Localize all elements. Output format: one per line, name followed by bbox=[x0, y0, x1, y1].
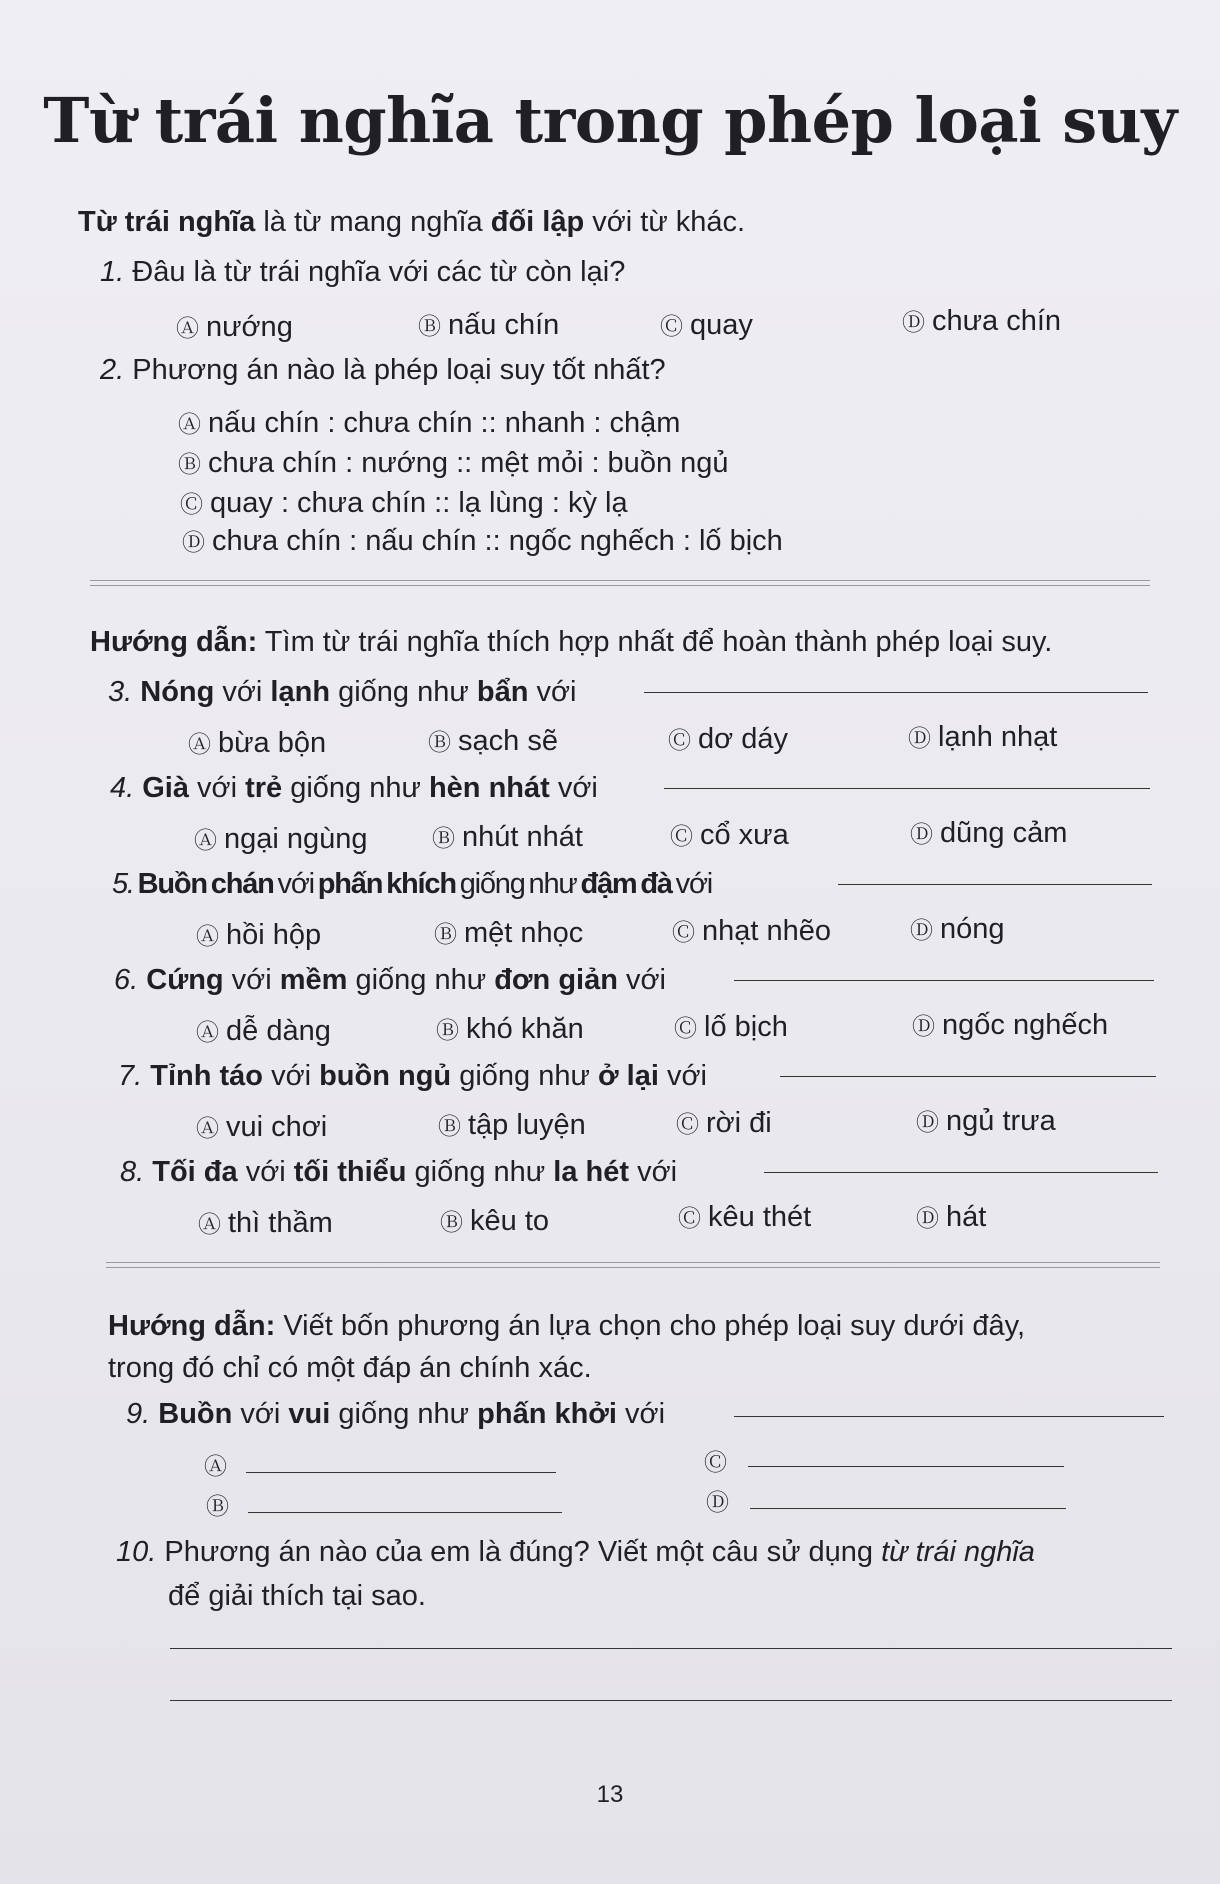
option-7d[interactable] bbox=[916, 1104, 1056, 1138]
analogy-word-3: phấn khởi bbox=[477, 1398, 617, 1430]
answer-blank-5[interactable] bbox=[838, 884, 1152, 885]
option-8b[interactable] bbox=[440, 1204, 549, 1238]
option-8a[interactable] bbox=[198, 1206, 333, 1240]
option-letter: Ⓓ bbox=[902, 309, 925, 335]
connector: với bbox=[617, 1398, 666, 1430]
option-text: lạnh nhạt bbox=[938, 721, 1058, 753]
option-text: ngại ngùng bbox=[224, 823, 368, 855]
connector: với bbox=[617, 964, 666, 996]
option-text: kêu to bbox=[470, 1205, 549, 1237]
option-text: dơ dáy bbox=[698, 723, 788, 755]
option-letter: Ⓑ bbox=[438, 1113, 461, 1139]
option-text: dễ dàng bbox=[226, 1015, 331, 1047]
option-1a[interactable] bbox=[176, 310, 293, 344]
option-letter: Ⓒ bbox=[180, 491, 203, 517]
connector: với bbox=[671, 868, 713, 900]
option-3c[interactable] bbox=[668, 722, 788, 756]
question-10-line-2: để giải thích tại sao. bbox=[168, 1580, 426, 1612]
option-text: thì thầm bbox=[228, 1207, 333, 1239]
option-1c[interactable] bbox=[660, 308, 753, 342]
option-4b[interactable] bbox=[432, 820, 583, 854]
option-letter: Ⓑ bbox=[418, 313, 441, 339]
option-text: ngốc nghếch bbox=[942, 1009, 1109, 1041]
option-letter: Ⓐ bbox=[196, 1115, 219, 1141]
option-letter: Ⓐ bbox=[176, 315, 199, 341]
option-letter: Ⓓ bbox=[912, 1013, 935, 1039]
option-letter: Ⓑ bbox=[432, 825, 455, 851]
connector: với bbox=[189, 772, 246, 804]
intro-term: Từ trái nghĩa bbox=[78, 206, 256, 238]
option-2b[interactable] bbox=[178, 446, 729, 480]
option-letter: Ⓓ bbox=[706, 1489, 729, 1515]
option-letter: Ⓑ bbox=[434, 921, 457, 947]
question-number: 3. bbox=[108, 676, 133, 708]
question-3 bbox=[108, 676, 576, 709]
option-text: kêu thét bbox=[708, 1201, 812, 1233]
question-text: Phương án nào là phép loại suy tốt nhất? bbox=[132, 354, 666, 386]
option-7c[interactable] bbox=[676, 1106, 772, 1140]
question-number: 4. bbox=[110, 772, 135, 804]
option-letter: Ⓒ bbox=[668, 727, 691, 753]
analogy-word-2: trẻ bbox=[245, 772, 283, 804]
page-title: Từ trái nghĩa trong phép loại suy bbox=[43, 84, 1177, 157]
analogy-word-1: Nóng bbox=[140, 676, 215, 708]
write-option-d bbox=[706, 1484, 736, 1518]
option-text: quay : chưa chín :: lạ lùng : kỳ lạ bbox=[210, 487, 628, 519]
answer-line-2[interactable] bbox=[170, 1700, 1172, 1701]
option-letter: Ⓑ bbox=[428, 729, 451, 755]
section-divider bbox=[106, 1262, 1160, 1268]
connector: giống như bbox=[347, 964, 495, 996]
question-text: Phương án nào của em là đúng? Viết một câu sử dụng bbox=[164, 1536, 882, 1568]
option-3a[interactable] bbox=[188, 726, 326, 760]
option-letter: Ⓓ bbox=[910, 821, 933, 847]
option-6c[interactable] bbox=[674, 1010, 788, 1044]
option-text: nấu chín : chưa chín :: nhanh : chậm bbox=[208, 407, 681, 439]
section-divider bbox=[90, 580, 1150, 586]
instructions-text: Viết bốn phương án lựa chọn cho phép loại suy dưới đây, bbox=[275, 1310, 1026, 1342]
option-text: nhút nhát bbox=[462, 821, 583, 853]
option-6a[interactable] bbox=[196, 1014, 331, 1048]
option-7a[interactable] bbox=[196, 1110, 327, 1144]
question-number: 5. bbox=[112, 868, 134, 900]
option-2a[interactable] bbox=[178, 406, 680, 440]
question-number: 2. bbox=[100, 354, 125, 386]
write-option-a bbox=[204, 1448, 234, 1482]
page-number: 13 bbox=[596, 1781, 624, 1808]
write-option-d-blank[interactable] bbox=[750, 1508, 1066, 1509]
option-letter: Ⓒ bbox=[704, 1449, 727, 1475]
instructions-label: Hướng dẫn: bbox=[108, 1310, 276, 1342]
analogy-word-2: buồn ngủ bbox=[319, 1060, 452, 1092]
analogy-word-1: Buồn bbox=[158, 1398, 233, 1430]
option-text: chưa chín : nướng :: mệt mỏi : buồn ngủ bbox=[208, 447, 729, 479]
option-letter: Ⓒ bbox=[660, 313, 683, 339]
option-3d[interactable] bbox=[908, 720, 1057, 754]
option-5b[interactable] bbox=[434, 916, 583, 950]
option-letter: Ⓒ bbox=[674, 1015, 697, 1041]
option-letter: Ⓑ bbox=[440, 1209, 463, 1235]
option-letter: Ⓓ bbox=[916, 1205, 939, 1231]
option-letter: Ⓓ bbox=[908, 725, 931, 751]
analogy-word-3: ở lại bbox=[597, 1060, 659, 1092]
connector: với bbox=[263, 1060, 320, 1092]
intro-definition bbox=[78, 206, 745, 239]
write-option-c bbox=[704, 1444, 734, 1478]
analogy-word-2: lạnh bbox=[270, 676, 331, 708]
option-letter: Ⓓ bbox=[910, 917, 933, 943]
section-2-instructions bbox=[90, 626, 1052, 659]
question-4 bbox=[110, 772, 598, 805]
question-emphasis: từ trái nghĩa bbox=[881, 1536, 1035, 1568]
option-letter: Ⓐ bbox=[188, 731, 211, 757]
analogy-word-1: Tỉnh táo bbox=[150, 1060, 264, 1092]
connector: với bbox=[549, 772, 598, 804]
analogy-word-3: bẩn bbox=[476, 676, 529, 708]
option-2c[interactable] bbox=[180, 486, 628, 520]
option-letter: Ⓒ bbox=[670, 823, 693, 849]
answer-blank-8[interactable] bbox=[764, 1172, 1158, 1173]
option-4a[interactable] bbox=[194, 822, 368, 856]
analogy-word-2: mềm bbox=[279, 964, 348, 996]
option-4d[interactable] bbox=[910, 816, 1067, 850]
option-5c[interactable] bbox=[672, 914, 831, 948]
connector: với bbox=[232, 1398, 289, 1430]
analogy-word-1: Già bbox=[142, 772, 189, 804]
connector: với bbox=[223, 964, 280, 996]
option-letter: Ⓑ bbox=[178, 451, 201, 477]
analogy-word-1: Buồn chán bbox=[137, 868, 274, 900]
question-1 bbox=[100, 256, 625, 289]
option-text: khó khăn bbox=[466, 1013, 584, 1045]
analogy-word-1: Tối đa bbox=[152, 1156, 238, 1188]
question-10 bbox=[116, 1536, 1035, 1569]
question-2 bbox=[100, 354, 666, 387]
analogy-word-3: hèn nhát bbox=[428, 772, 550, 804]
option-1d[interactable] bbox=[902, 304, 1061, 338]
option-7b[interactable] bbox=[438, 1108, 586, 1142]
question-5 bbox=[112, 868, 712, 901]
option-letter: Ⓑ bbox=[436, 1017, 459, 1043]
write-option-b-blank[interactable] bbox=[248, 1512, 562, 1513]
option-4c[interactable] bbox=[670, 818, 789, 852]
question-number: 9. bbox=[126, 1398, 151, 1430]
option-text: cổ xưa bbox=[700, 819, 789, 851]
connector: với bbox=[629, 1156, 678, 1188]
intro-text-2: với từ khác. bbox=[584, 206, 746, 238]
option-letter: Ⓑ bbox=[206, 1493, 229, 1519]
option-letter: Ⓒ bbox=[672, 919, 695, 945]
option-letter: Ⓒ bbox=[678, 1205, 701, 1231]
option-text: tập luyện bbox=[468, 1109, 586, 1141]
question-number: 7. bbox=[118, 1060, 143, 1092]
question-number: 10. bbox=[116, 1536, 157, 1568]
intro-bold: đối lập bbox=[490, 206, 585, 238]
option-8c[interactable] bbox=[678, 1200, 811, 1234]
connector: giống như bbox=[330, 1398, 478, 1430]
connector: giống như bbox=[282, 772, 429, 804]
option-text: hát bbox=[946, 1201, 987, 1233]
option-text: hồi hộp bbox=[226, 919, 322, 951]
connector: với bbox=[273, 868, 318, 900]
option-text: lố bịch bbox=[704, 1011, 788, 1043]
intro-text-1: là từ mang nghĩa bbox=[255, 206, 491, 238]
write-option-c-blank[interactable] bbox=[748, 1466, 1064, 1467]
answer-line-1[interactable] bbox=[170, 1648, 1172, 1649]
connector: giống như bbox=[455, 868, 581, 900]
section-3-instructions bbox=[108, 1310, 1025, 1343]
question-8 bbox=[120, 1156, 677, 1189]
option-text: quay bbox=[690, 309, 753, 341]
option-text: nhạt nhẽo bbox=[702, 915, 832, 947]
question-number: 8. bbox=[120, 1156, 145, 1188]
connector: với bbox=[237, 1156, 294, 1188]
question-text: Đâu là từ trái nghĩa với các từ còn lại? bbox=[132, 256, 626, 288]
analogy-word-3: đơn giản bbox=[494, 964, 618, 996]
analogy-word-2: vui bbox=[288, 1398, 331, 1430]
option-2d[interactable] bbox=[182, 524, 783, 558]
connector: giống như bbox=[330, 676, 477, 708]
option-letter: Ⓐ bbox=[204, 1453, 227, 1479]
connector: giống như bbox=[406, 1156, 554, 1188]
write-option-a-blank[interactable] bbox=[246, 1472, 556, 1473]
analogy-word-2: tối thiểu bbox=[293, 1156, 407, 1188]
answer-blank-9[interactable] bbox=[734, 1416, 1164, 1417]
analogy-word-1: Cứng bbox=[146, 964, 224, 996]
option-text: nấu chín bbox=[448, 309, 560, 341]
question-number: 1. bbox=[100, 256, 125, 288]
option-5a[interactable] bbox=[196, 918, 321, 952]
option-text: nướng bbox=[206, 311, 293, 343]
option-6d[interactable] bbox=[912, 1008, 1108, 1042]
option-text: vui chơi bbox=[226, 1111, 328, 1143]
instructions-label: Hướng dẫn: bbox=[90, 626, 258, 658]
analogy-word-2: phấn khích bbox=[317, 868, 456, 900]
option-text: ngủ trưa bbox=[946, 1105, 1056, 1137]
option-text: bừa bộn bbox=[218, 727, 327, 759]
option-5d[interactable] bbox=[910, 912, 1005, 946]
option-letter: Ⓐ bbox=[198, 1211, 221, 1237]
option-6b[interactable] bbox=[436, 1012, 584, 1046]
analogy-word-3: đậm đà bbox=[580, 868, 672, 900]
option-text: mệt nhọc bbox=[464, 917, 584, 949]
question-6 bbox=[114, 964, 666, 997]
connector: với bbox=[214, 676, 271, 708]
option-1b[interactable] bbox=[418, 308, 559, 342]
question-9 bbox=[126, 1398, 665, 1431]
instructions-text: Tìm từ trái nghĩa thích hợp nhất để hoàn thành phép loại suy. bbox=[257, 626, 1053, 658]
section-3-instructions-line-2: trong đó chỉ có một đáp án chính xác. bbox=[108, 1352, 592, 1384]
option-letter: Ⓒ bbox=[676, 1111, 699, 1137]
option-text: chưa chín bbox=[932, 305, 1062, 337]
option-letter: Ⓓ bbox=[916, 1109, 939, 1135]
option-3b[interactable] bbox=[428, 724, 558, 758]
connector: với bbox=[658, 1060, 707, 1092]
analogy-word-3: la hét bbox=[553, 1156, 630, 1188]
answer-blank-3[interactable] bbox=[644, 692, 1148, 693]
answer-blank-7[interactable] bbox=[780, 1076, 1156, 1077]
option-text: sạch sẽ bbox=[458, 725, 558, 757]
option-text: rời đi bbox=[706, 1107, 772, 1139]
option-letter: Ⓐ bbox=[196, 1019, 219, 1045]
connector: với bbox=[528, 676, 577, 708]
option-letter: Ⓐ bbox=[194, 827, 217, 853]
connector: giống như bbox=[451, 1060, 598, 1092]
option-letter: Ⓓ bbox=[182, 529, 205, 555]
option-8d[interactable] bbox=[916, 1200, 986, 1234]
option-text: chưa chín : nấu chín :: ngốc nghếch : lố bịch bbox=[212, 525, 783, 557]
option-text: dũng cảm bbox=[940, 817, 1068, 849]
write-option-b bbox=[206, 1488, 236, 1522]
question-number: 6. bbox=[114, 964, 139, 996]
answer-blank-6[interactable] bbox=[734, 980, 1154, 981]
answer-blank-4[interactable] bbox=[664, 788, 1150, 789]
option-text: nóng bbox=[940, 913, 1005, 945]
option-letter: Ⓐ bbox=[178, 411, 201, 437]
question-7 bbox=[118, 1060, 707, 1093]
option-letter: Ⓐ bbox=[196, 923, 219, 949]
